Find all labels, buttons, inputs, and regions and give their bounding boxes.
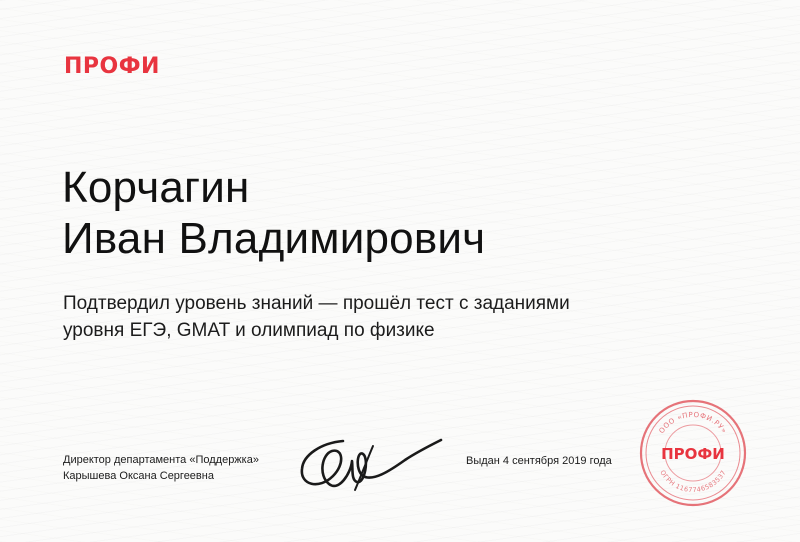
seal-bottom-arc-text: ОГРН 1167746583537 [658, 468, 728, 495]
recipient-name [62, 162, 485, 264]
seal-center-text: ПРОФИ [661, 445, 725, 463]
company-seal-icon [637, 397, 749, 509]
recipient-given-names: Иван Владимирович [62, 214, 486, 263]
achievement-line-1: Подтвердил уровень знаний — прошёл тест с заданиями [63, 293, 570, 314]
achievement-text [63, 290, 703, 344]
recipient-surname: Корчагин [62, 163, 250, 212]
svg-text:ООО «ПРОФИ.РУ» [658, 411, 729, 435]
profi-logo: ПРОФИ [64, 54, 160, 79]
signer-block [63, 452, 259, 484]
achievement-line-2: уровня ЕГЭ, GMAT и олимпиад по физике [63, 320, 435, 341]
issue-date: Выдан 4 сентября 2019 года [466, 455, 612, 467]
signer-position: Директор департамента «Поддержка» [63, 454, 259, 466]
signature-icon [285, 424, 450, 496]
signer-name: Карышева Оксана Сергеевна [63, 470, 214, 482]
seal-top-arc-text: ООО «ПРОФИ.РУ» [657, 410, 729, 436]
